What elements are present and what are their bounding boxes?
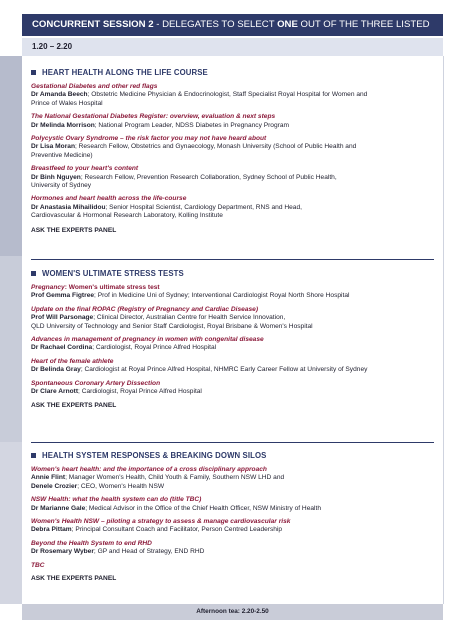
session-header-instruction-end: OUT OF THE THREE LISTED [297, 19, 430, 30]
section-heart-health [31, 66, 436, 234]
talk-item [31, 540, 436, 557]
session-time: 1.20 – 2.20 [32, 42, 73, 51]
talk-item [31, 496, 436, 513]
speaker-line: Prof Gemma Figtree; Prof in Medicine Uni of Sydney; Interventional Cardiologist Royal North Shore Hospital [31, 292, 350, 300]
afternoon-tea-bar [22, 604, 443, 620]
speaker-line: Dr Melinda Morrison; National Program Leader, NDSS Diabetes in Pregnancy Program [31, 121, 289, 129]
speaker-line: Annie Flint; Manager Women's Health, Child Youth & Family, Southern NSW LHD and [31, 474, 285, 482]
speaker-line: Prof Will Parsonage; Clinical Director, Australian Centre for Health Service Innovation, [31, 314, 286, 322]
talk-item [31, 336, 436, 353]
tbc-label: TBC [31, 561, 45, 569]
session-header-title: CONCURRENT SESSION 2 [32, 19, 154, 30]
speaker-line: Dr Amanda Beech; Obstetric Medicine Physician & Endocrinologist, Staff Specialist Royal Hospital for Women and [31, 91, 368, 99]
talk-title: Advances in management of pregnancy in women with congenital disease [31, 336, 264, 344]
section-title: HEALTH SYSTEM RESPONSES & BREAKING DOWN SILOS [31, 449, 436, 461]
section-stress-tests [31, 267, 436, 409]
speaker-line: Dr Clare Arnott; Cardiologist, Royal Prince Alfred Hospital [31, 388, 202, 396]
talk-item [31, 518, 436, 535]
talk-title: Polycystic Ovary Syndrome – the risk factor you may not have heard about [31, 135, 267, 143]
talk-item [31, 466, 436, 491]
speaker-line: Cardiovascular & Hormonal Research Laboratory, Kolling Institute [31, 212, 223, 220]
speaker-line: Dr Rachael Cordina; Cardiologist, Royal Prince Alfred Hospital [31, 344, 217, 352]
talk-item [31, 380, 436, 397]
talk-item [31, 195, 436, 220]
side-bar [0, 56, 22, 604]
side-bar-segment [0, 56, 22, 256]
square-bullet-icon [31, 271, 36, 276]
right-rule [443, 56, 444, 604]
talk-title: Gestational Diabetes and other red flags [31, 83, 158, 90]
section-health-system [31, 449, 436, 582]
session-header [22, 14, 443, 36]
talk-title: Hormones and heart health across the life-course [31, 195, 187, 203]
talk-title: The National Gestational Diabetes Register: overview, evaluation & next steps [31, 113, 276, 121]
talk-title: Women's Health NSW – piloting a strategy to assess & manage cardiovascular risk [31, 518, 291, 526]
speaker-line: QLD University of Technology and Senior Staff Cardiologist, Royal Brisbane & Women's Hospital [31, 322, 313, 330]
square-bullet-icon [31, 453, 36, 458]
talk-title: Beyond the Health System to end RHD [31, 539, 152, 547]
talk-item [31, 83, 436, 108]
speaker-line: Dr Lisa Moran; Research Fellow, Obstetrics and Gynaecology, Monash University (School of Public Health and [31, 143, 357, 151]
section-divider [31, 442, 434, 443]
panel-label: ASK THE EXPERTS PANEL [31, 574, 117, 582]
talk-title: Spontaneous Coronary Artery Dissection [31, 379, 161, 387]
speaker-line: Debra Pittam; Principal Consultant Coach and Facilitator, Person Centred Leadership [31, 526, 283, 534]
afternoon-tea-label: Afternoon tea: 2.20-2.50 [196, 608, 269, 615]
speaker-line: Prince of Wales Hospital [31, 99, 103, 107]
section-title: WOMEN'S ULTIMATE STRESS TESTS [31, 267, 436, 279]
speaker-line: Dr Belinda Gray; Cardiologist at Royal Prince Alfred Hospital, NHMRC Early Career Fellow at University of Sydney [31, 366, 368, 374]
session-header-one: ONE [277, 19, 298, 30]
talk-title: NSW Health: what the health system can do (title TBC) [31, 496, 202, 504]
talk-item [31, 306, 436, 331]
speaker-line: Denele Crozier; CEO, Women's Health NSW [31, 482, 165, 490]
talk-title: Women's heart health: and the importance of a cross disciplinary approach [31, 466, 267, 473]
talk-item [31, 113, 436, 130]
talk-title: Update on the final ROPAC (Registry of Pregnancy and Cardiac Disease) [31, 305, 259, 313]
speaker-line: Dr Binh Nguyen; Research Fellow, Prevention Research Collaboration, Sydney School of Public Health, [31, 173, 337, 181]
talk-item [31, 165, 436, 190]
talk-title: Heart of the female athlete [31, 357, 114, 365]
session-header-instruction: - DELEGATES TO SELECT [153, 19, 278, 30]
time-bar [22, 38, 443, 56]
talk-item [31, 284, 436, 301]
talk-title: Pregnancy: Women's ultimate stress test [31, 284, 160, 291]
square-bullet-icon [31, 70, 36, 75]
speaker-line: Dr Marianne Gale; Medical Advisor in the Office of the Chief Health Officer, NSW Ministry of Health [31, 504, 321, 512]
panel-label: ASK THE EXPERTS PANEL [31, 402, 117, 410]
speaker-line: Dr Anastasia Mihailidou; Senior Hospital Scientist, Cardiology Department, RNS and Head, [31, 203, 302, 211]
talk-item [31, 358, 436, 375]
talk-title: Breastfeed to your heart's content [31, 165, 139, 173]
side-bar-segment [0, 256, 22, 442]
speaker-line: Dr Rosemary Wyber; GP and Head of Strategy, END RHD [31, 548, 205, 556]
side-bar-segment [0, 442, 22, 604]
section-divider [31, 259, 434, 260]
panel-label: ASK THE EXPERTS PANEL [31, 226, 117, 234]
section-title: HEART HEALTH ALONG THE LIFE COURSE [31, 66, 436, 78]
talk-item [31, 135, 436, 160]
speaker-line: Preventive Medicine) [31, 151, 93, 159]
speaker-line: University of Sydney [31, 182, 92, 190]
